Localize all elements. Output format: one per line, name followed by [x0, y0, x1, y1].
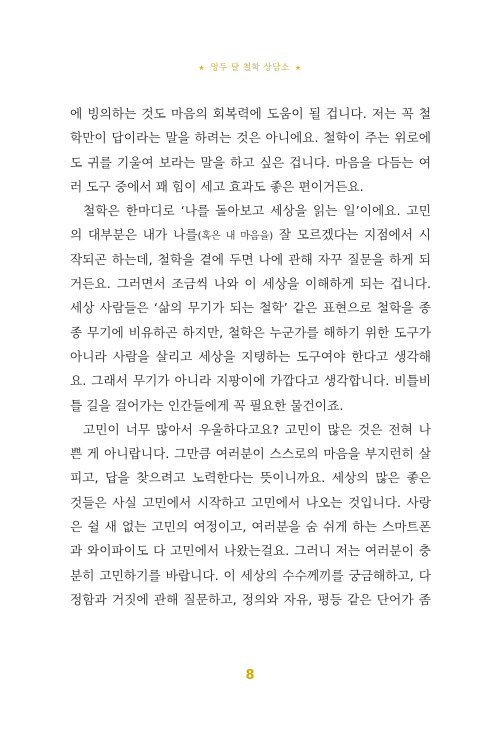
text-line: 학만이 답이라는 말을 하려는 것은 아니에요. 철학이 주는 위로에: [70, 130, 431, 146]
text-segment: 의 대부분은 내가 나를: [70, 227, 198, 243]
running-header-title: 멍두 달 철학 상담소: [210, 63, 290, 73]
text-line: 요. 그래서 무기가 아니라 지팡이에 가깝다고 생각합니다. 비틀비: [70, 373, 431, 389]
text-line: 에 빙의하는 것도 마음의 회복력에 도움이 될 겁니다. 저는 꼭 철: [70, 106, 431, 121]
star-left-icon: ★: [198, 64, 206, 72]
text-line: 세상 사람들은 ‘삶의 무기가 되는 철학’ 같은 표현으로 철학을 종: [70, 300, 431, 316]
parenthetical-note: (혹은 내 마음을): [197, 231, 274, 243]
text-segment: 잘 모르겠다는 지점에서 시: [273, 227, 432, 243]
text-line-mixed: [70, 223, 431, 247]
text-line: 거든요. 그러면서 조금씩 나와 이 세상을 이해하게 되는 겁니다.: [70, 276, 431, 292]
text-line: 아니라 사람을 살리고 세상을 지탱하는 도구여야 한다고 생각해: [70, 348, 431, 364]
text-line: 분히 고민하기를 바랍니다. 이 세상의 수수께끼를 궁금해하고, 다: [70, 567, 431, 583]
text-line: 쁜 게 아니랍니다. 그만큼 여러분이 스스로의 마음을 부지런히 살: [70, 446, 431, 462]
text-line: 은 쉴 새 없는 고민의 여정이고, 여러분을 숨 쉬게 하는 스마트폰: [70, 519, 431, 535]
text-line: 과 와이파이도 다 고민에서 나왔는걸요. 그러니 저는 여러분이 충: [70, 543, 431, 559]
text-line: 철학은 한마디로 ‘나를 돌아보고 세상을 읽는 일’이에요. 고민: [83, 203, 431, 219]
text-line: 틀 길을 걸어가는 인간들에게 꼭 필요한 물건이죠.: [70, 397, 344, 413]
text-line: 피고, 답을 찾으려고 노력한다는 뜻이니까요. 세상의 많은 좋은: [70, 470, 431, 486]
text-line: 종 무기에 비유하곤 하지만, 철학은 누군가를 해하기 위한 도구가: [70, 324, 431, 340]
running-header: [0, 62, 500, 74]
star-right-icon: ★: [294, 64, 302, 72]
text-line: 정함과 거짓에 관해 질문하고, 정의와 자유, 평등 같은 단어가 좀: [70, 591, 431, 607]
text-line: 고민이 너무 많아서 우울하다고요? 고민이 많은 것은 전혀 나: [83, 421, 431, 437]
text-line: 것들은 사실 고민에서 시작하고 고민에서 나오는 것입니다. 사랑: [70, 494, 431, 510]
text-line: 러 도구 중에서 꽤 힘이 세고 효과도 좋은 편이거든요.: [70, 178, 364, 194]
text-line: 작되곤 하는데, 철학을 곁에 두면 나에 관해 자꾸 질문을 하게 되: [70, 251, 431, 267]
body-text: [70, 102, 431, 612]
page-number: 8: [245, 668, 255, 683]
text-line: 도 귀를 기울여 보라는 말을 하고 싶은 겁니다. 마음을 다듬는 여: [70, 154, 431, 170]
